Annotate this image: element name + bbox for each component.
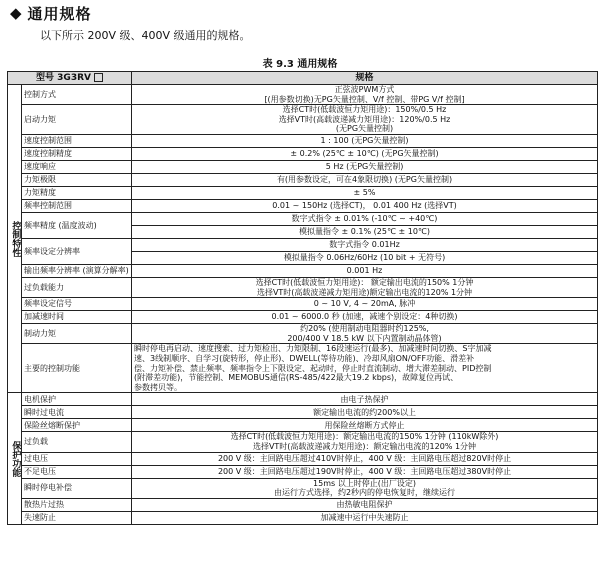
row-value — [132, 186, 598, 199]
spec-line: 瞬时停电再启动、速度搜索、过力矩检出、力矩限制、16段速运行(最多)、加减速时间切换、S字加减 — [134, 344, 492, 354]
table-row — [8, 199, 598, 212]
table-row — [8, 147, 598, 160]
spec-line: 0.01 ~ 6000.0 秒 (加速，减速个别设定：4种切换) — [271, 312, 458, 322]
spec-line: 速、3线制顺序、自学习(旋转形，停止形)、DWELL(等待功能)、冷却风扇ON/OFF功能、滑差补 — [134, 353, 475, 363]
spec-line: 200/400 V 18.5 kW 以下内置制动晶体管) — [287, 333, 442, 343]
spec-line: 200 V 级：主回路电压超过410V时停止，400 V 级：主回路电压超过820V时停止 — [217, 453, 512, 463]
row-value — [132, 105, 598, 135]
spec-line: 15ms 以上时停止(出厂设定) — [313, 478, 416, 488]
spec-line: ± 5% — [353, 188, 376, 198]
row-name: 频率设定分辨率 — [22, 238, 132, 264]
row-name: 速度控制精度 — [22, 147, 132, 160]
row-name: 频率设定信号 — [22, 298, 132, 311]
spec-line: 正弦波PWM方式 — [334, 85, 395, 94]
spec-line: 偿、力矩补偿、禁止频率、频率指令上下限设定、起动时，停止时直流制动、增大滞差制动、PID控制 — [134, 363, 492, 373]
row-name: 保险丝熔断保护 — [22, 419, 132, 432]
spec-line: 数字式指令 ± 0.01% (-10℃ ~ +40℃) — [291, 214, 438, 224]
table-row — [8, 419, 598, 432]
table-row — [8, 452, 598, 465]
spec-header: 规格 — [132, 72, 598, 85]
row-value — [132, 160, 598, 173]
row-value — [132, 311, 598, 324]
row-value — [132, 147, 598, 160]
spec-line: ± 0.2% (25℃ ± 10℃) (无PG矢量控制) — [290, 149, 439, 159]
spec-line: 由电子热保护 — [340, 394, 389, 404]
model-header-label: 型号 3G3RV — [36, 72, 91, 83]
spec-line: 0 ~ 10 V, 4 ~ 20mA, 脉冲 — [313, 299, 416, 309]
row-value — [132, 134, 598, 147]
row-value — [132, 498, 598, 511]
row-name: 频率控制范围 — [22, 199, 132, 212]
table-row — [8, 173, 598, 186]
spec-line: 选择CT时(低载波恒力矩用途)：额定输出电流的150% 1分钟 (110kW除外) — [230, 432, 499, 442]
row-value — [132, 419, 598, 432]
spec-line: 约20% (使用制动电阻器时约125%, — [300, 324, 429, 334]
row-value — [132, 264, 598, 277]
spec-line: 0.001 Hz — [346, 266, 383, 276]
row-value — [132, 298, 598, 311]
section-heading — [10, 3, 92, 23]
spec-line: 额定输出电流的约200%以上 — [313, 407, 416, 417]
table-header-row — [8, 72, 598, 85]
row-name: 电机保护 — [22, 393, 132, 406]
spec-line: 1 : 100 (无PG矢量控制) — [320, 136, 409, 146]
row-name: 启动力矩 — [22, 105, 132, 135]
row-value — [132, 324, 598, 344]
spec-line: (无PG矢量控制) — [335, 124, 394, 134]
group-label-protection: 保护功能 — [8, 393, 22, 524]
spec-line: 参数拷贝等。 — [134, 382, 183, 392]
spec-line: 5 Hz (无PG矢量控制) — [325, 162, 404, 172]
row-value — [132, 432, 598, 452]
table-row — [8, 432, 598, 452]
table-row — [8, 498, 598, 511]
row-value — [132, 238, 598, 251]
row-name: 力矩精度 — [22, 186, 132, 199]
table-row — [8, 186, 598, 199]
row-value — [132, 406, 598, 419]
spec-line: 加减速中运行中失速防止 — [320, 512, 409, 522]
table-row — [8, 277, 598, 297]
table-row — [8, 264, 598, 277]
table-row — [8, 238, 598, 251]
diamond-bullet-icon: ◆ — [10, 3, 22, 22]
spec-line: 选择CT时(低载波恒力矩用途)：150%/0.5 Hz — [282, 105, 447, 115]
row-value — [132, 344, 598, 393]
spec-line: [(用参数切换)无PG矢量控制、V/f 控制、带PG V/f 控制] — [264, 94, 465, 104]
row-name: 失速防止 — [22, 511, 132, 524]
row-value — [132, 478, 598, 498]
table-row — [8, 105, 598, 135]
model-header — [8, 72, 132, 85]
spec-line: 由运行方式选择，约2秒内的停电恢复时，继续运行 — [273, 488, 456, 498]
row-value — [132, 199, 598, 212]
table-row — [8, 324, 598, 344]
row-name: 控制方式 — [22, 85, 132, 105]
row-value — [132, 173, 598, 186]
row-name: 瞬时过电流 — [22, 406, 132, 419]
row-value — [132, 212, 598, 225]
row-name: 频率精度 (温度波动) — [22, 212, 132, 238]
table-row — [8, 393, 598, 406]
row-name: 过电压 — [22, 452, 132, 465]
spec-line: 数字式指令 0.01Hz — [329, 240, 400, 250]
row-name: 主要的控制功能 — [22, 344, 132, 393]
spec-line: 选择VT时(高载波递减力矩用途)额定输出电流的120% 1分钟 — [256, 287, 473, 297]
spec-line: 模拟量指令 0.06Hz/60Hz (10 bit + 无符号) — [283, 253, 446, 263]
table-row — [8, 511, 598, 524]
spec-line: 200 V 级：主回路电压超过190V时停止，400 V 级：主回路电压超过380V时停止 — [217, 466, 512, 476]
spec-line: 模拟量指令 ± 0.1% (25℃ ± 10℃) — [299, 227, 431, 237]
row-name: 散热片过热 — [22, 498, 132, 511]
row-value — [132, 225, 598, 238]
row-name: 过负载 — [22, 432, 132, 452]
table-caption: 表 9.3 通用规格 — [262, 59, 338, 70]
table-row — [8, 344, 598, 393]
row-value — [132, 277, 598, 297]
table-row — [8, 298, 598, 311]
table-row — [8, 85, 598, 105]
spec-line: 选择VT时(高载波递减力矩用途)：额定输出电流的120% 1分钟 — [252, 441, 477, 451]
spec-table — [7, 71, 598, 525]
intro-text: 以下所示 200V 级、400V 级通用的规格。 — [40, 29, 251, 42]
section-title: 通用规格 — [27, 4, 92, 23]
checkbox-icon — [94, 73, 103, 82]
row-name: 瞬时停电补偿 — [22, 478, 132, 498]
table-row — [8, 465, 598, 478]
row-value — [132, 251, 598, 264]
row-name: 制动力矩 — [22, 324, 132, 344]
row-value — [132, 452, 598, 465]
row-value — [132, 85, 598, 105]
row-value — [132, 465, 598, 478]
row-name: 加减速时间 — [22, 311, 132, 324]
row-value — [132, 393, 598, 406]
spec-line: 用保险丝熔断方式停止 — [324, 420, 405, 430]
table-row — [8, 406, 598, 419]
spec-line: 有(用参数设定，可在4象限切换) (无PG矢量控制) — [276, 175, 453, 185]
table-row — [8, 212, 598, 225]
spec-line: 由热敏电阻保护 — [336, 499, 393, 509]
table-row — [8, 134, 598, 147]
row-value — [132, 511, 598, 524]
table-row — [8, 160, 598, 173]
row-name: 速度控制范围 — [22, 134, 132, 147]
table-row — [8, 478, 598, 498]
row-name: 力矩极限 — [22, 173, 132, 186]
row-name: 过负载能力 — [22, 277, 132, 297]
row-name: 速度响应 — [22, 160, 132, 173]
spec-line: 选择VT时(高载波递减力矩用途)：120%/0.5 Hz — [278, 114, 451, 124]
spec-line: 0.01 ~ 150Hz (选择CT)， 0.01 400 Hz (选择VT) — [272, 201, 457, 211]
group-label-control: 控制特性 — [8, 85, 22, 393]
spec-line: 选择CT时(低载波恒力矩用途)： 额定输出电流的150% 1分钟 — [255, 277, 474, 287]
spec-line: (附滞差功能)，节能控制、MEMOBUS通信(RS-485/422最大19.2 kbps)，故障复位再试、 — [134, 373, 459, 383]
table-row — [8, 311, 598, 324]
row-name: 不足电压 — [22, 465, 132, 478]
row-name: 输出频率分辨率 (演算分解率) — [22, 264, 132, 277]
